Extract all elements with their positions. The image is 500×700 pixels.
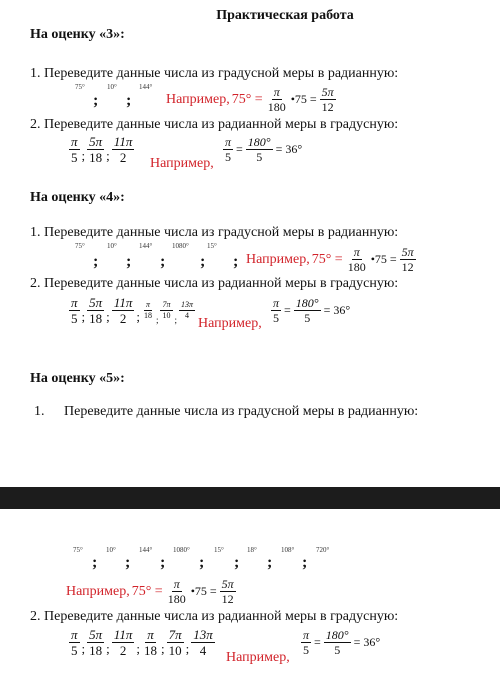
grade4-degree-3: 144°	[139, 242, 153, 250]
grade4-example2: $\frac{\pi}{5}$ = $\frac{180^\circ}{5}$ = 36°	[273, 296, 351, 325]
grade3-example1	[166, 86, 337, 113]
grade3-degree-2: 10°	[107, 83, 117, 91]
grade3-heading: На оценку «3»:	[30, 27, 125, 42]
example-lhs: 75° =	[231, 91, 263, 107]
fraction: $\frac{\pi}{5}$	[71, 627, 78, 658]
semicolon: ;	[125, 554, 131, 571]
grade5-example2: $\frac{\pi}{5}$ = $\frac{180^\circ}{5}$ = 36°	[303, 628, 381, 657]
semicolon: ;	[126, 92, 132, 109]
grade5-degree-4: 1080°	[173, 546, 190, 554]
semicolon: ;	[302, 554, 308, 571]
grade3-degree-3: 144°	[139, 83, 153, 91]
example-label: Например,	[66, 583, 130, 599]
semicolon: ;	[234, 554, 240, 571]
fraction: $\frac{180^\circ}{5}$	[295, 296, 319, 325]
semicolon: ;	[92, 554, 98, 571]
grade4-radians: $\frac{\pi}{5}$ ; $\frac{5\pi}{18}$ ; $\frac{11\pi}{2}$ ; $\frac{\pi}{18}$ ; $\frac{7\pi}{10}$ ; $\frac{13\pi}{4}$	[71, 295, 194, 326]
grade5-heading: На оценку «5»:	[30, 371, 125, 386]
semicolon: ;	[199, 554, 205, 571]
example-lhs: 75° =	[131, 583, 163, 599]
divider-band	[0, 487, 500, 509]
fraction: $\frac{5\pi}{18}$	[89, 627, 103, 658]
fraction: $\frac{13\pi}{4}$	[193, 627, 213, 658]
grade3-example2: $\frac{\pi}{5}$ = $\frac{180^\circ}{5}$ = 36°	[225, 135, 303, 164]
fraction: $\frac{5\pi}{18}$	[89, 134, 103, 165]
fraction: $\frac{13\pi}{4}$	[181, 300, 194, 320]
grade3-radians: $\frac{\pi}{5}$ ; $\frac{5\pi}{18}$ ; $\frac{11\pi}{2}$	[71, 134, 133, 165]
fraction: $\frac{7\pi}{10}$	[168, 627, 182, 658]
fraction: $\frac{\pi}{5}$	[273, 296, 280, 325]
fraction: $\frac{\pi}{5}$	[71, 134, 78, 165]
grade4-task2: 2. Переведите данные числа из радианной меры в градусную:	[30, 276, 399, 291]
grade5-degree-7: 108°	[281, 546, 295, 554]
grade5-example1	[66, 578, 237, 605]
fraction: $\frac{5\pi}{18}$	[89, 295, 103, 326]
fraction: $\frac{\pi}{5}$	[303, 628, 310, 657]
grade5-task1-number: 1.	[34, 404, 45, 419]
example-mid: •75 =	[370, 252, 397, 266]
fraction: $\frac{5\pi}{12}$	[401, 245, 414, 274]
grade4-heading: На оценку «4»:	[30, 190, 125, 205]
semicolon: ;	[93, 253, 99, 270]
fraction: $\frac{180^\circ}{5}$	[325, 628, 349, 657]
example-mid: •75 =	[290, 92, 317, 106]
grade5-degree-1: 75°	[73, 546, 83, 554]
fraction: $\frac{5\pi}{12}$	[221, 577, 234, 606]
example-label: Например,	[150, 156, 214, 171]
example-label: Например,	[226, 650, 290, 665]
grade5-task2: 2. Переведите данные числа из радианной меры в градусную:	[30, 609, 399, 624]
fraction: $\frac{\pi}{180}$	[347, 245, 366, 274]
fraction: $\frac{5\pi}{12}$	[321, 85, 334, 114]
grade5-degree-5: 15°	[214, 546, 224, 554]
semicolon: ;	[200, 253, 206, 270]
grade3-degree-1: 75°	[75, 83, 85, 91]
grade5-task1: Переведите данные числа из градусной меры в радианную:	[64, 404, 419, 419]
grade5-degree-3: 144°	[139, 546, 153, 554]
example-mid: •75 =	[190, 584, 217, 598]
example-lhs: 75° =	[311, 251, 343, 267]
grade3-task2: 2. Переведите данные числа из радианной меры в градусную:	[30, 117, 399, 132]
grade5-degree-2: 10°	[106, 546, 116, 554]
fraction: $\frac{\pi}{180}$	[267, 85, 286, 114]
fraction: $\frac{\pi}{5}$	[71, 295, 78, 326]
example-label: Например,	[246, 251, 310, 267]
grade4-task1: 1. Переведите данные числа из градусной меры в радианную:	[30, 225, 399, 240]
page-title: Практическая работа	[216, 8, 354, 23]
grade4-example1	[246, 246, 417, 273]
grade4-degree-1: 75°	[75, 242, 85, 250]
fraction: $\frac{\pi}{18}$	[143, 627, 157, 658]
grade4-degree-4: 1080°	[172, 242, 189, 250]
semicolon: ;	[160, 554, 166, 571]
semicolon: ;	[93, 92, 99, 109]
example-label: Например,	[166, 91, 230, 107]
example-label: Например,	[198, 316, 262, 331]
grade3-task1: 1. Переведите данные числа из градусной меры в радианную:	[30, 66, 399, 81]
grade5-degree-8: 720°	[316, 546, 330, 554]
grade5-radians: $\frac{\pi}{5}$ ; $\frac{5\pi}{18}$ ; $\frac{11\pi}{2}$ ; $\frac{\pi}{18}$ ; $\frac{7\pi}{10}$ ; $\frac{13\pi}{4}$	[71, 627, 213, 658]
fraction: $\frac{11\pi}{2}$	[113, 627, 133, 658]
semicolon: ;	[160, 253, 166, 270]
semicolon: ;	[126, 253, 132, 270]
fraction: $\frac{180^\circ}{5}$	[247, 135, 271, 164]
fraction: $\frac{7\pi}{10}$	[162, 300, 171, 320]
grade4-degree-2: 10°	[107, 242, 117, 250]
fraction: $\frac{\pi}{180}$	[167, 577, 186, 606]
fraction: $\frac{11\pi}{2}$	[113, 295, 133, 326]
grade5-degree-6: 18°	[247, 546, 257, 554]
fraction: $\frac{\pi}{18}$	[143, 300, 152, 320]
semicolon: ;	[267, 554, 273, 571]
fraction: $\frac{11\pi}{2}$	[113, 134, 133, 165]
fraction: $\frac{\pi}{5}$	[225, 135, 232, 164]
grade4-degree-5: 15°	[207, 242, 217, 250]
semicolon: ;	[233, 253, 239, 270]
